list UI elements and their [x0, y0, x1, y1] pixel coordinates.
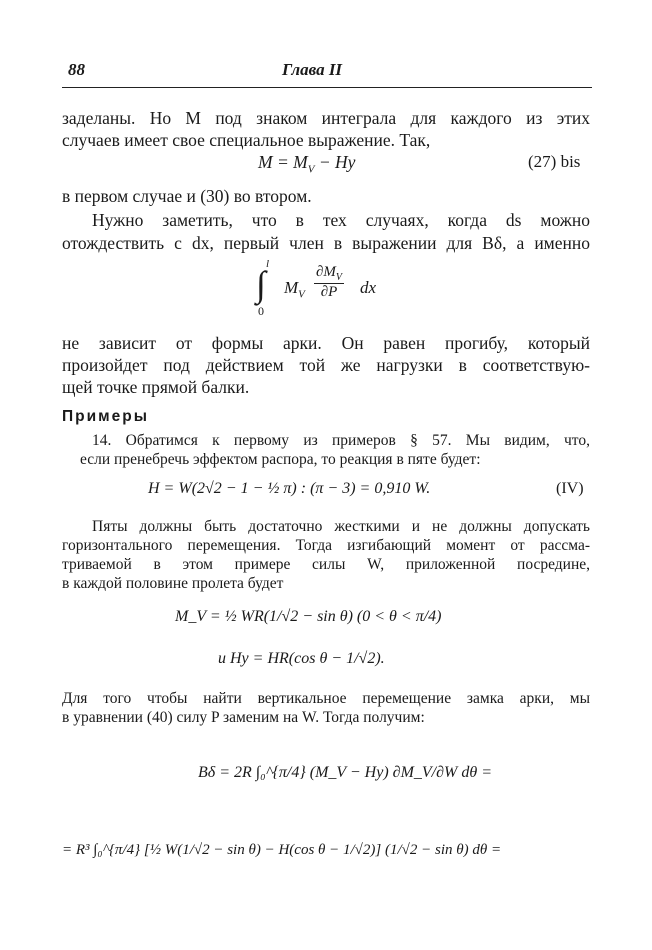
text-line: в уравнении (40) силу P заменим на W. Тогда получим:	[62, 709, 425, 726]
text-line: триваемой в этом примере силы W, приложенной посредине,	[62, 556, 590, 573]
chapter-title: Глава II	[282, 60, 343, 79]
text-line: Для того чтобы найти вертикальное перемещение замка арки, мы	[62, 690, 590, 707]
page-header	[62, 60, 592, 84]
equation-27bis	[258, 152, 355, 176]
eq-part: W(2√2 − 1 − ½ π) : (π − 3) = 0,910 W.	[178, 480, 431, 497]
eq-sub: V	[335, 272, 343, 283]
header-rule	[62, 87, 592, 88]
text-line: заделаны. Но M под знаком интеграла для каждого из этих	[62, 108, 590, 128]
eq-part: H =	[148, 480, 175, 497]
fraction-denominator: ∂P	[320, 284, 338, 300]
text-line: Пяты должны быть достаточно жесткими и не должны допускать	[92, 518, 590, 535]
text-line: Нужно заметить, что в тех случаях, когда ds можно	[92, 210, 590, 230]
equation-tag: (27) bis	[528, 152, 581, 171]
equation-B-delta-2: = R³ ∫₀^{π/4} [½ W(1/√2 − sin θ) − H(cos θ − 1/√2)] (1/√2 − sin θ) dθ =	[62, 842, 502, 858]
text-line: щей точке прямой балки.	[62, 377, 250, 397]
text-line: не зависит от формы арки. Он равен прогибу, который	[62, 333, 590, 353]
eq-part: dx	[360, 278, 377, 297]
eq-sub: V	[307, 163, 315, 176]
text-line: если пренебречь эффектом распора, то реакция в пяте будет:	[80, 451, 481, 468]
text-line: в каждой половине пролета будет	[62, 575, 284, 592]
fraction-numerator: ∂M	[316, 264, 336, 280]
text-line: отождествить с dx, первый член в выражении для Bδ, а именно	[62, 233, 590, 253]
integral-upper-limit: l	[266, 258, 270, 270]
text-line: горизонтального перемещения. Тогда изгибающий момент от рассма-	[62, 537, 590, 554]
text-line: произойдет под действием той же нагрузки в соответствую-	[62, 355, 590, 375]
section-heading: Примеры	[62, 408, 149, 425]
page-number: 88	[68, 60, 85, 79]
eq-part: M = M	[258, 152, 308, 172]
fraction	[314, 264, 344, 301]
eq-part	[284, 278, 305, 300]
integral-sign: ∫	[256, 264, 266, 304]
text-line: 14. Обратимся к первому из примеров § 57. Мы видим, что,	[92, 432, 590, 449]
text-line: случаев имеет свое специальное выражение. Так,	[62, 130, 431, 150]
integral-expression	[256, 258, 396, 320]
text-line: в первом случае и (30) во втором.	[62, 186, 312, 206]
eq-part: − Hy	[314, 152, 356, 172]
equation-IV	[148, 480, 430, 498]
integral-lower-limit: 0	[258, 304, 264, 318]
equation-Hy: и Hy = HR(cos θ − 1/√2).	[218, 650, 385, 667]
equation-Mv: M_V = ½ WR(1/√2 − sin θ) (0 < θ < π/4)	[175, 608, 442, 625]
eq-sub: V	[298, 288, 305, 301]
equation-B-delta-1: Bδ = 2R ∫₀^{π/4} (M_V − Hy) ∂M_V/∂W dθ =	[198, 764, 492, 781]
eq-part: M	[284, 278, 299, 297]
equation-tag: (IV)	[556, 480, 584, 497]
